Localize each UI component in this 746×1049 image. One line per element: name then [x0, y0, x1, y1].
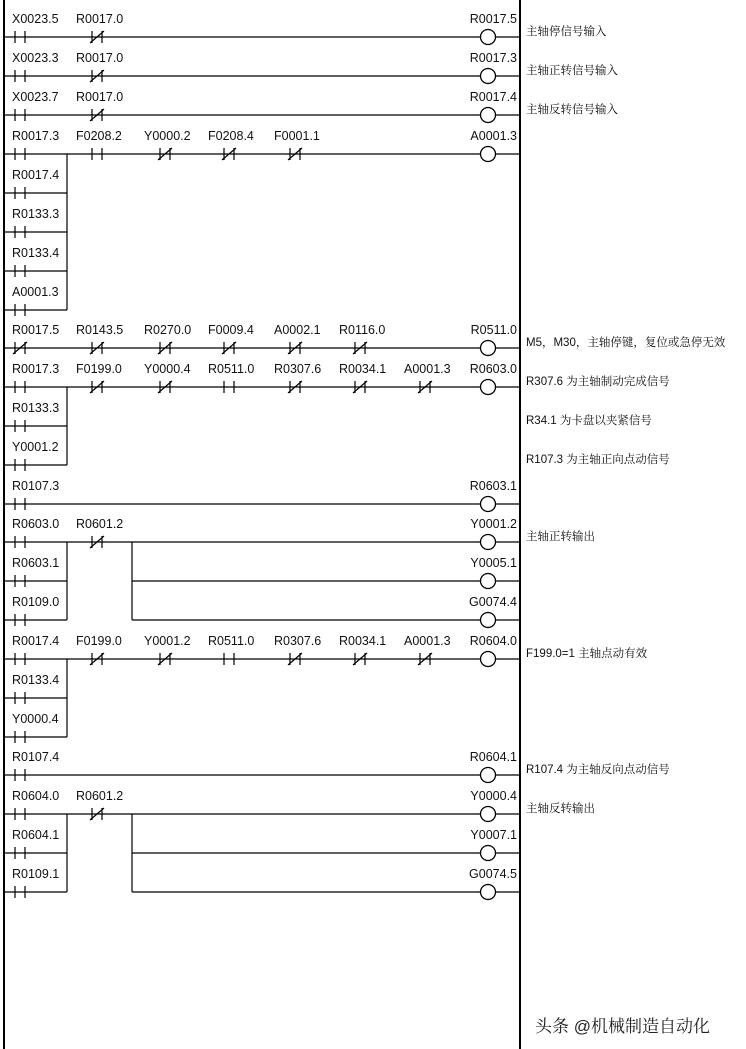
rung-8-comment: 主轴正转输出	[526, 531, 595, 543]
rung-1-first-contact-label: X0023.5	[12, 12, 59, 26]
rung-5-contact-label-5: R0116.0	[339, 323, 386, 337]
rung-6-contact-label-6: A0001.3	[404, 362, 451, 376]
rung-8-coil-3	[481, 613, 496, 628]
rung-2-contact-label-1: R0017.0	[76, 51, 124, 65]
rung-3-contact-label-1: R0017.0	[76, 90, 124, 104]
rung-8-first-contact-label: R0603.0	[12, 517, 60, 531]
rung-11-coil-3	[481, 885, 496, 900]
rung-6-contact-label-2: Y0000.4	[144, 362, 191, 376]
rung-1-contact-label-1: R0017.0	[76, 12, 124, 26]
rung-4-coil-1	[481, 147, 496, 162]
rung-4-branch-label-2: R0133.3	[12, 207, 60, 221]
rung-2-comment: 主轴正转信号输入	[526, 65, 618, 77]
rung-4-contact-label-1: F0208.2	[76, 129, 122, 143]
watermark: 头条 @机械制造自动化	[535, 1017, 710, 1036]
rung-6-comment: R307.6 为主轴制动完成信号	[526, 376, 670, 388]
rung-9-coil-label-1: R0604.0	[469, 634, 517, 648]
rung-8-coil-label-1: Y0001.2	[470, 517, 517, 531]
rung-4-branch-label-4: A0001.3	[12, 285, 59, 299]
rung-8-coil-1	[481, 535, 496, 550]
rung-11-coil-1	[481, 807, 496, 822]
rung-4-coil-label-1: A0001.3	[470, 129, 517, 143]
rung-11-coil-label-2: Y0007.1	[470, 828, 517, 842]
rung-8-coil-label-2: Y0005.1	[470, 556, 517, 570]
rung-9-contact-label-6: A0001.3	[404, 634, 451, 648]
rung-9-contact-label-2: Y0001.2	[144, 634, 191, 648]
rung-9-coil-1	[481, 652, 496, 667]
rung-3-coil-label-1: R0017.4	[469, 90, 517, 104]
rung-2-coil-label-1: R0017.3	[469, 51, 517, 65]
rung-4-contact-label-3: F0208.4	[208, 129, 254, 143]
rung-8-coil-label-3: G0074.4	[469, 595, 517, 609]
rung-6-coil-label-1: R0603.0	[469, 362, 517, 376]
rung-4-branch-label-1: R0017.4	[12, 168, 60, 182]
rung-6-coil-1	[481, 380, 496, 395]
rung-11-coil-2	[481, 846, 496, 861]
rung-10-first-contact-label: R0107.4	[12, 750, 60, 764]
rung-4-contact-label-4: F0001.1	[274, 129, 320, 143]
rung-6-branch-label-2: Y0001.2	[12, 440, 59, 454]
rung-8-branch-label-1: R0603.1	[12, 556, 60, 570]
rung-7-first-contact-label: R0107.3	[12, 479, 60, 493]
rung-10-coil-1	[481, 768, 496, 783]
rung-9-contact-label-3: R0511.0	[208, 634, 255, 648]
rung-11-coil-label-3: G0074.5	[469, 867, 517, 881]
rung-5-contact-label-2: R0270.0	[144, 323, 192, 337]
rung-4-branch-label-3: R0133.4	[12, 246, 60, 260]
rung-6-contact-label-3: R0511.0	[208, 362, 255, 376]
rung-2-coil-1	[481, 69, 496, 84]
rung-3-first-contact-label: X0023.7	[12, 90, 59, 104]
rung-6-comment-2: R34.1 为卡盘以夹紧信号	[526, 415, 652, 427]
rung-9-branch-label-2: Y0000.4	[12, 712, 59, 726]
rung-6-contact-label-5: R0034.1	[339, 362, 387, 376]
rung-6-comment-3: R107.3 为主轴正向点动信号	[526, 454, 670, 466]
rung-6-branch-label-1: R0133.3	[12, 401, 60, 415]
rung-1-comment: 主轴停信号输入	[526, 26, 607, 38]
rung-3-comment: 主轴反转信号输入	[526, 104, 618, 116]
rung-11-branch-label-1: R0604.1	[12, 828, 60, 842]
rung-11-coil-label-1: Y0000.4	[470, 789, 517, 803]
rung-6-contact-label-4: R0307.6	[274, 362, 322, 376]
rung-1-coil-1	[481, 30, 496, 45]
rung-11-branch-label-2: R0109.1	[12, 867, 60, 881]
rung-9-contact-label-4: R0307.6	[274, 634, 322, 648]
rung-10-comment: R107.4 为主轴反向点动信号	[526, 764, 670, 776]
rung-9-contact-label-5: R0034.1	[339, 634, 387, 648]
rung-5-comment: M5，M30，主轴停键，复位或急停无效	[526, 337, 726, 349]
rung-9-contact-label-1: F0199.0	[76, 634, 122, 648]
rung-5-coil-label-1: R0511.0	[470, 323, 517, 337]
rung-5-first-contact-label: R0017.5	[12, 323, 60, 337]
rung-8-contact-label-1: R0601.2	[76, 517, 124, 531]
rung-11-contact-label-1: R0601.2	[76, 789, 124, 803]
rung-11-first-contact-label: R0604.0	[12, 789, 60, 803]
rung-7-coil-label-1: R0603.1	[469, 479, 517, 493]
rung-3-coil-1	[481, 108, 496, 123]
rung-9-first-contact-label: R0017.4	[12, 634, 60, 648]
rung-5-contact-label-1: R0143.5	[76, 323, 124, 337]
rung-4-contact-label-2: Y0000.2	[144, 129, 191, 143]
rung-9-comment: F199.0=1 主轴点动有效	[526, 648, 648, 660]
rung-11-comment: 主轴反转输出	[526, 803, 595, 815]
rung-5-contact-label-3: F0009.4	[208, 323, 254, 337]
rung-4-first-contact-label: R0017.3	[12, 129, 60, 143]
rung-7-coil-1	[481, 497, 496, 512]
rung-5-coil-1	[481, 341, 496, 356]
rung-2-first-contact-label: X0023.3	[12, 51, 59, 65]
rung-1-coil-label-1: R0017.5	[469, 12, 517, 26]
rung-6-contact-label-1: F0199.0	[76, 362, 122, 376]
rung-5-contact-label-4: A0002.1	[274, 323, 321, 337]
rung-8-branch-label-2: R0109.0	[12, 595, 60, 609]
rung-6-first-contact-label: R0017.3	[12, 362, 60, 376]
rung-10-coil-label-1: R0604.1	[469, 750, 517, 764]
rung-9-branch-label-1: R0133.4	[12, 673, 60, 687]
rung-8-coil-2	[481, 574, 496, 589]
